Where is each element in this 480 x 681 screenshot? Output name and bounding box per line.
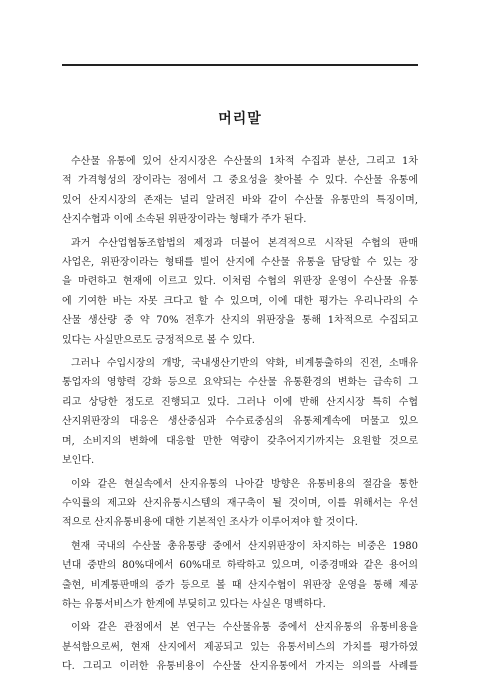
text-line: 년대 중반의 80%대에서 60%대로 하락하고 있으며, 이중경매와 같은 용어의 <box>62 560 418 572</box>
text-line: 수익률의 제고와 산지유통시스템의 재구축이 될 것이며, 이를 위해서는 우선 <box>62 497 418 509</box>
text-line: 며, 소비지의 변화에 대응할 만한 역량이 갖추어지기까지는 요원할 것으로 <box>62 435 418 447</box>
body-text <box>62 152 418 681</box>
text-line: 과거 수산업협동조합법의 제정과 더불어 본격적으로 시작된 수협의 판매 <box>71 237 418 249</box>
paragraph <box>62 354 418 470</box>
paragraph <box>62 234 418 350</box>
text-line: 현재 국내의 수산물 총유통량 중에서 산지위판장이 차지하는 비중은 1980 <box>71 540 418 552</box>
text-line: 분석함으로써, 현재 산지에서 제공되고 있는 유통서비스의 가치를 평가하였 <box>62 641 418 653</box>
text-line: 출현, 비계통판매의 증가 등으로 볼 때 산지수협이 위판장 운영을 통해 제공 <box>62 579 418 591</box>
text-line: 적 가격형성의 장이라는 점에서 그 중요성을 찾아볼 수 있다. 수산물 유통에 <box>62 175 418 187</box>
text-line: 리고 상당한 정도로 진행되고 있다. 그러나 이에 반해 산지시장 특히 수협 <box>62 396 418 408</box>
text-line: 통업자의 영향력 강화 등으로 요약되는 수산물 유통환경의 변화는 급속히 그 <box>62 377 418 389</box>
text-line: 적으로 산지유통비용에 대한 기본적인 조사가 이루어져야 할 것이다. <box>62 517 358 529</box>
text-line: 수산물 유통에 있어 산지시장은 수산물의 1차적 수집과 분산, 그리고 1차 <box>71 156 418 167</box>
paragraph <box>62 618 418 676</box>
page-title: 머리말 <box>218 111 262 127</box>
paragraph <box>62 475 418 533</box>
text-line: 이와 같은 관점에서 본 연구는 수산물유통 중에서 산지유통의 유통비용을 <box>71 622 418 634</box>
text-line: 사업은, 위판장이라는 형태를 빌어 산지에 수산물 유통을 담당할 수 있는 장 <box>62 257 418 269</box>
text-line: 산지위판장의 대응은 생산중심과 수수료중심의 유통체계속에 머물고 있으 <box>62 416 418 428</box>
text-line: 산지수협과 이에 소속된 위판장이라는 형태가 주가 된다. <box>62 214 307 226</box>
text-line: 있어 산지시장의 존재는 널리 알려진 바와 같이 수산물 유통만의 특징이며, <box>62 194 418 206</box>
text-line: 그러나 수입시장의 개방, 국내생산기반의 약화, 비계통출하의 진전, 소매유 <box>71 358 418 370</box>
text-line: 있다는 사실만으로도 긍정적으로 볼 수 있다. <box>62 334 255 346</box>
paragraph <box>62 152 418 230</box>
text-line: 에 기여한 바는 자못 크다고 할 수 있으며, 이에 대한 평가는 우리나라의 수 <box>62 295 418 307</box>
text-line: 이와 같은 현실속에서 산지유통의 나아갈 방향은 유통비용의 절감을 통한 <box>71 478 418 490</box>
text-line: 을 마련하고 현재에 이르고 있다. 이처럼 수협의 위판장 운영이 수산물 유통 <box>62 276 418 288</box>
text-line: 다. 그리고 이러한 유통비용이 수산물 산지유통에서 가지는 의의를 사례를 <box>62 661 418 673</box>
text-line: 산물 생산량 중 약 70% 전후가 산지의 위판장을 통해 1차적으로 수집되고 <box>62 315 418 327</box>
header-rule <box>62 64 418 66</box>
paragraph <box>62 537 418 615</box>
text-line: 보인다. <box>62 455 95 467</box>
text-line: 하는 유통서비스가 한계에 부딪히고 있다는 사실은 명백하다. <box>62 598 326 610</box>
